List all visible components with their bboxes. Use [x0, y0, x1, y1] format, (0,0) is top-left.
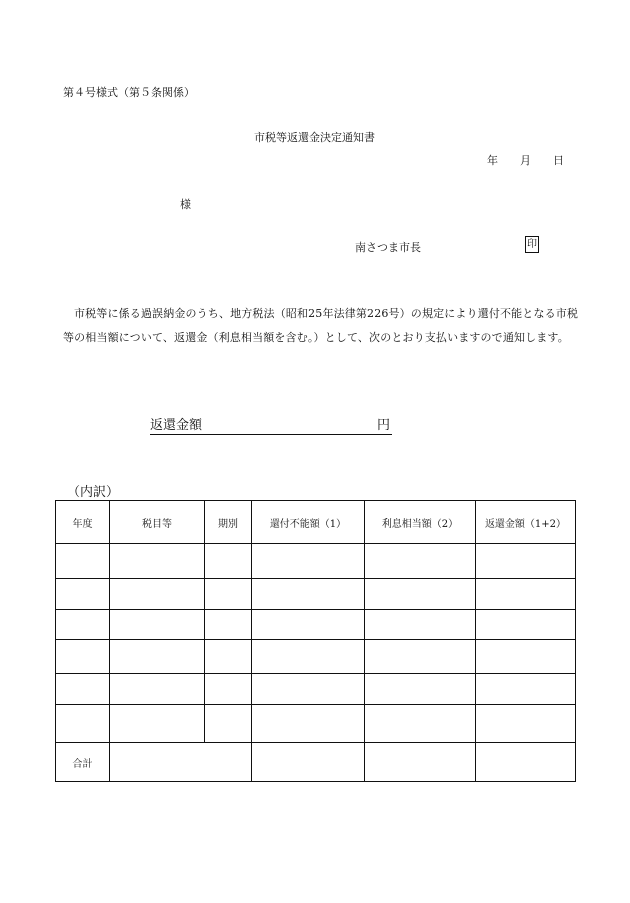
table-cell: [110, 640, 205, 674]
table-cell: [110, 743, 252, 782]
table-cell: [205, 705, 252, 743]
breakdown-label: （内訳）: [67, 485, 120, 500]
seal-mark: 印: [525, 236, 539, 253]
refund-amount-unit: 円: [376, 418, 390, 433]
table-row: [56, 610, 576, 640]
issuer-name: 南さつま市長: [355, 241, 421, 254]
table-cell: [365, 640, 476, 674]
col-header-refund-amount: 返還金額（1+2）: [476, 501, 576, 544]
table-total-row: [56, 743, 576, 782]
date-line: [487, 152, 564, 168]
table-cell: [56, 640, 110, 674]
refund-amount-label: 返還金額: [150, 418, 203, 433]
refund-amount-line: [150, 414, 392, 435]
table-row: [56, 640, 576, 674]
table-header-row: [56, 501, 576, 544]
col-header-interest-amount: 利息相当額（2）: [365, 501, 476, 544]
form-number: 第４号様式（第５条関係）: [63, 86, 195, 99]
table-row: [56, 674, 576, 705]
table-cell: [205, 674, 252, 705]
table-cell: [476, 743, 576, 782]
table-cell: [476, 705, 576, 743]
table-cell: [365, 743, 476, 782]
table-cell: [56, 705, 110, 743]
table-cell: [56, 610, 110, 640]
table-cell: [252, 579, 365, 610]
table-cell: [476, 674, 576, 705]
date-day: 日: [553, 154, 564, 167]
col-header-period: 期別: [205, 501, 252, 544]
table-cell: [476, 579, 576, 610]
table-cell: [252, 544, 365, 579]
date-month: 月: [520, 154, 531, 167]
date-year: 年: [487, 154, 498, 167]
table-cell: [476, 544, 576, 579]
table-cell: [252, 674, 365, 705]
breakdown-table: [55, 500, 576, 782]
table-cell: [205, 610, 252, 640]
table-cell: [110, 610, 205, 640]
table-cell: [110, 579, 205, 610]
table-cell: [476, 640, 576, 674]
notice-body-text: 市税等に係る過誤納金のうち、地方税法（昭和25年法律第226号）の規定により還付不能となる市税等の相当額について、返還金（利息相当額を含む。）として、次のとおり支払いますので通知します。: [63, 307, 579, 344]
col-header-tax-item: 税目等: [110, 501, 205, 544]
table-cell: [110, 674, 205, 705]
col-header-non-refundable-amount: 還付不能額（1）: [252, 501, 365, 544]
table-cell: [252, 610, 365, 640]
table-cell: [110, 544, 205, 579]
table-cell: [365, 544, 476, 579]
table-row: [56, 544, 576, 579]
recipient-suffix: 様: [180, 198, 191, 211]
table-row: [56, 579, 576, 610]
table-cell: [365, 674, 476, 705]
table-cell: [365, 610, 476, 640]
table-cell: [365, 705, 476, 743]
table-cell: [110, 705, 205, 743]
total-label: 合計: [56, 743, 110, 782]
table-cell: [56, 579, 110, 610]
table-cell: [252, 705, 365, 743]
document-title: 市税等返還金決定通知書: [254, 131, 375, 144]
table-cell: [205, 579, 252, 610]
col-header-fiscal-year: 年度: [56, 501, 110, 544]
table-cell: [56, 674, 110, 705]
table-cell: [365, 579, 476, 610]
table-cell: [205, 640, 252, 674]
table-cell: [56, 544, 110, 579]
table-cell: [252, 640, 365, 674]
table-cell: [476, 610, 576, 640]
table-row: [56, 705, 576, 743]
table-cell: [205, 544, 252, 579]
table-cell: [252, 743, 365, 782]
